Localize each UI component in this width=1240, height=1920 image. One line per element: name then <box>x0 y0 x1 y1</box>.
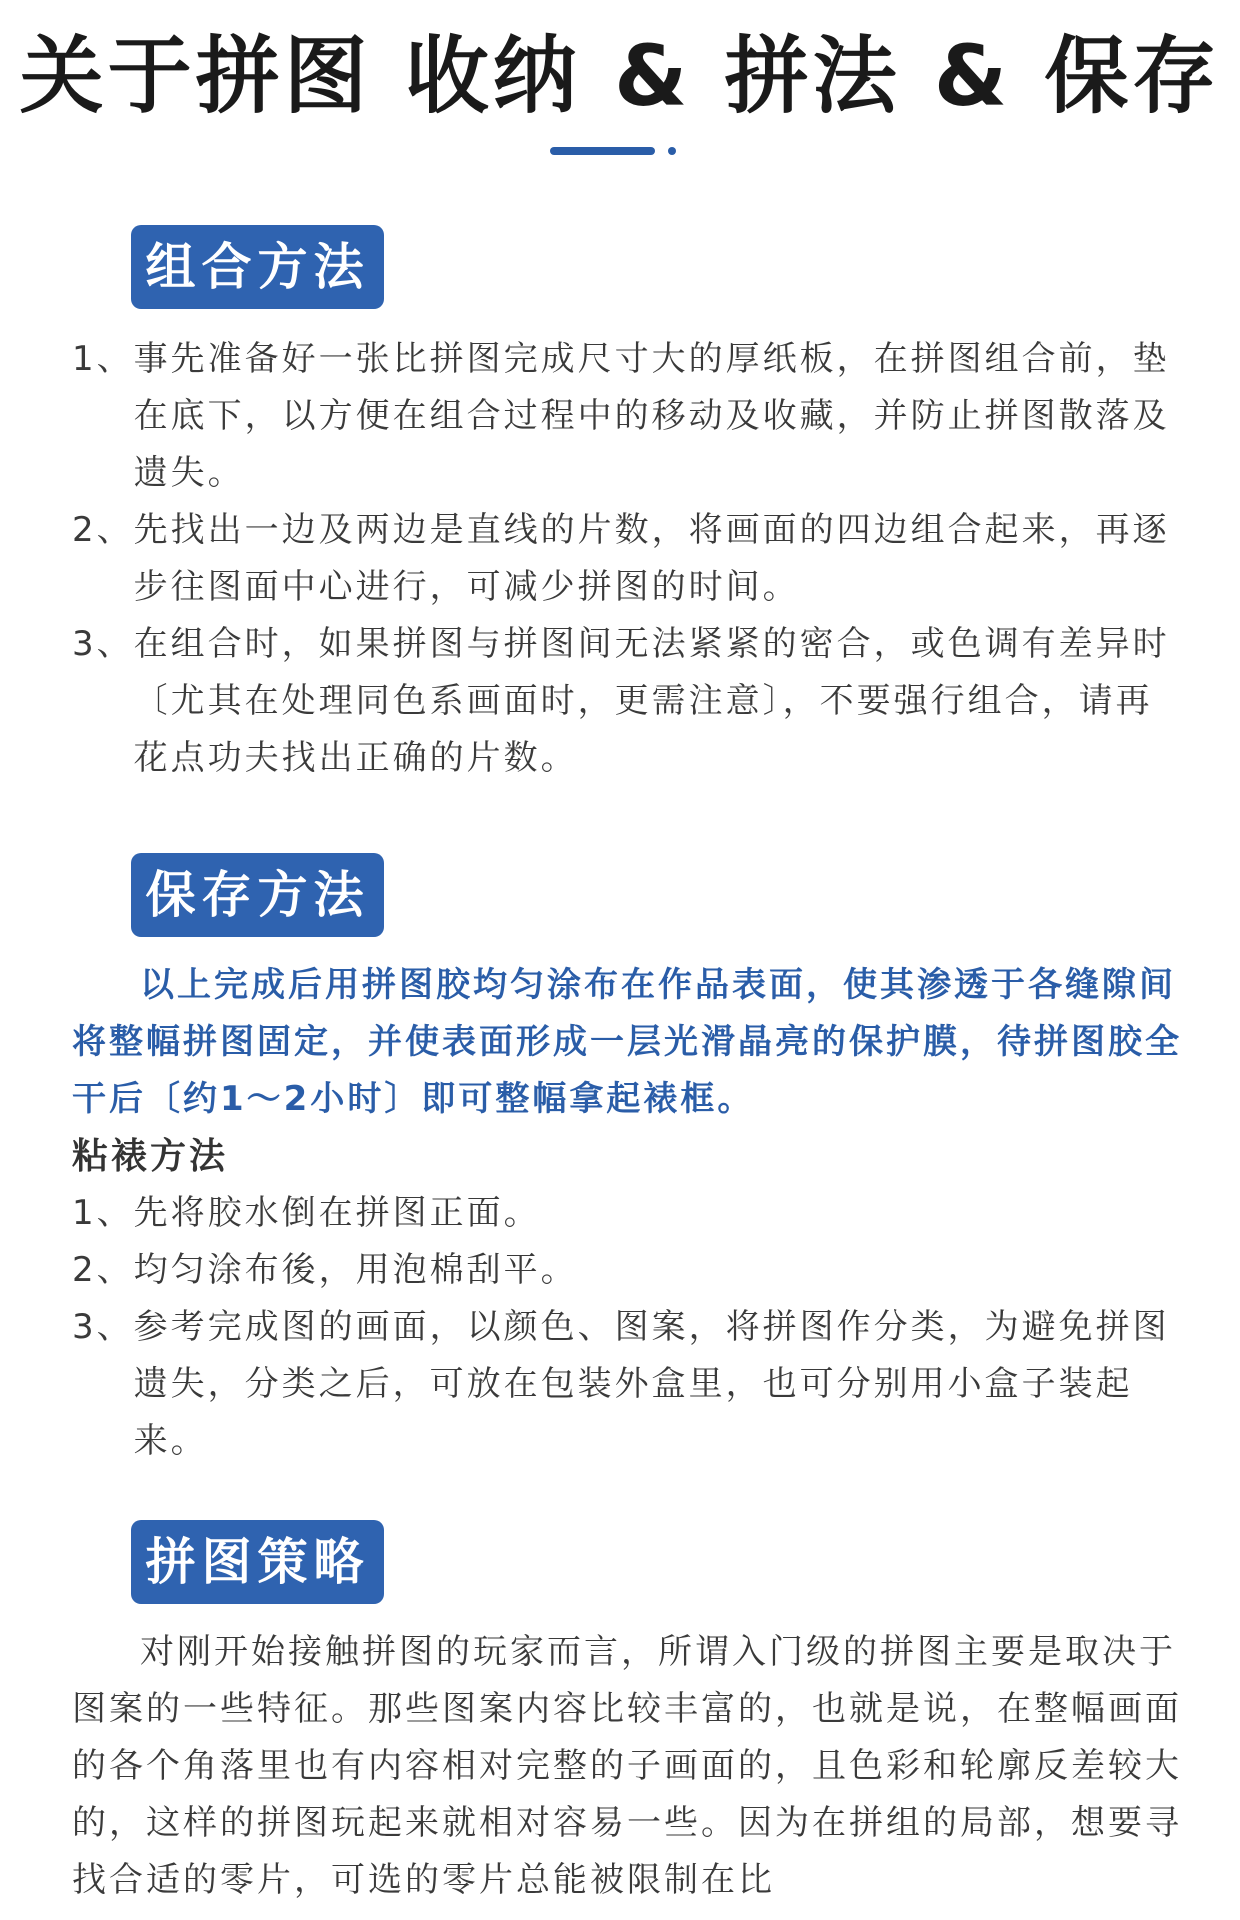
list-item-text: 在组合时，如果拼图与拼图间无法紧紧的密合，或色调有差异时〔尤其在处理同色系画面时，更需注意〕，不要强行组合，请再花点功夫找出正确的片数。 <box>133 624 1170 778</box>
list-item-number: 2、 <box>72 1250 134 1290</box>
section-header-combine: 组合方法 <box>131 225 384 309</box>
list-item-text: 先找出一边及两边是直线的片数，将画面的四边组合起来，再逐步往图面中心进行，可减少拼图的时间。 <box>133 510 1170 607</box>
strategy-paragraph: 对刚开始接触拼图的玩家而言，所谓入门级的拼图主要是取决于图案的一些特征。那些图案内容比较丰富的，也就是说，在整幅画面的各个角落里也有内容相对完整的子画面的，且色彩和轮廓反差较大的，这样的拼图玩起来就相对容易一些。因为在拼组的局部，想要寻找合适的零片，可选的零片总能被限制在比 <box>72 1632 1182 1900</box>
list-item <box>72 1299 1182 1470</box>
mounting-steps-list <box>72 1185 1182 1470</box>
list-item <box>72 331 1182 502</box>
list-item-text: 参考完成图的画面，以颜色、图案，将拼图作分类，为避免拼图遗失，分类之后，可放在包装外盒里，也可分别用小盒子装起来。 <box>133 1307 1170 1461</box>
list-item-text: 先将胶水倒在拼图正面。 <box>133 1193 541 1233</box>
section-header-save: 保存方法 <box>131 853 384 937</box>
list-item <box>72 616 1182 787</box>
title-divider-dot <box>668 147 676 155</box>
list-item <box>72 502 1182 616</box>
list-item-number: 2、 <box>72 510 134 550</box>
list-item-number: 3、 <box>72 1307 134 1347</box>
list-item-number: 3、 <box>72 624 134 664</box>
list-item-text: 均匀涂布後，用泡棉刮平。 <box>133 1250 578 1290</box>
mounting-method-heading: 粘裱方法 <box>72 1136 229 1177</box>
combine-steps-list <box>72 331 1182 787</box>
page-title: 关于拼图 收纳 & 拼法 & 保存 <box>19 27 1221 125</box>
save-instructions-paragraph: 以上完成后用拼图胶均匀涂布在作品表面，使其渗透于各缝隙间将整幅拼图固定，并使表面形成一层光滑晶亮的保护膜，待拼图胶全干后〔约1～2小时〕即可整幅拿起裱框。 <box>72 965 1182 1119</box>
list-item <box>72 1242 1182 1299</box>
list-item-text: 事先准备好一张比拼图完成尺寸大的厚纸板，在拼图组合前，垫在底下，以方便在组合过程中的移动及收藏，并防止拼图散落及遗失。 <box>133 339 1170 493</box>
list-item-number: 1、 <box>72 1193 134 1233</box>
title-divider <box>550 147 655 155</box>
list-item-number: 1、 <box>72 339 134 379</box>
list-item <box>72 1185 1182 1242</box>
section-header-strategy: 拼图策略 <box>131 1520 384 1604</box>
